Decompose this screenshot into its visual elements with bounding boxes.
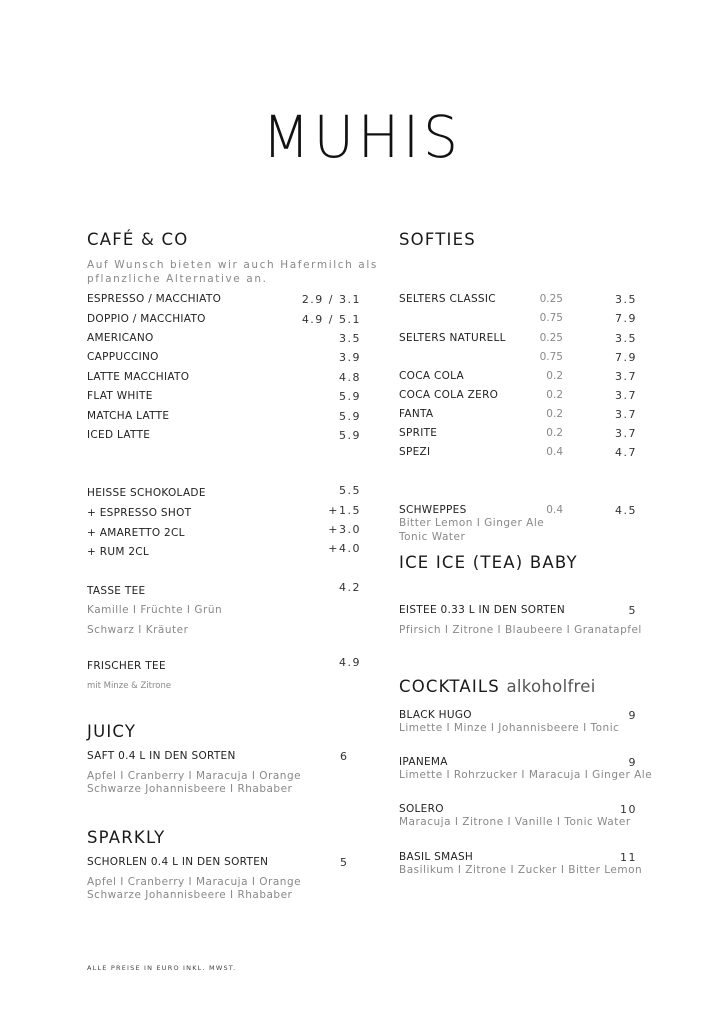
item-price: 3.7 [615, 427, 637, 440]
item-desc: Kamille I Früchte I Grün [87, 604, 223, 616]
item-price: 7.9 [615, 312, 637, 325]
item-desc: Schwarze Johannisbeere I Rhababer [87, 783, 293, 795]
item-size: 0.2 [546, 408, 563, 420]
item-size: 0.2 [546, 427, 563, 439]
item-size: 0.2 [546, 389, 563, 401]
item-name: SCHORLEN 0.4 L IN DEN SORTEN [87, 856, 269, 868]
item-name: SAFT 0.4 L IN DEN SORTEN [87, 750, 236, 762]
item-name: COCA COLA [399, 370, 465, 382]
item-name: MATCHA LATTE [87, 410, 170, 422]
item-name: TASSE TEE [87, 585, 146, 597]
cocktails-title: COCKTAILS [399, 677, 500, 696]
item-desc: Basilikum I Zitrone I Zucker I Bitter Lemon [399, 864, 643, 876]
item-price: 4.7 [615, 446, 637, 459]
item-desc: Apfel I Cranberry I Maracuja I Orange [87, 770, 302, 782]
item-desc: Schwarze Johannisbeere I Rhababer [87, 889, 293, 901]
item-price: 5.9 [339, 429, 361, 442]
section-title-juicy: JUICY [87, 722, 137, 741]
item-size: 0.2 [546, 370, 563, 382]
item-name: SELTERS CLASSIC [399, 293, 496, 305]
item-name: ICED LATTE [87, 429, 151, 441]
item-price: 4.9 [339, 656, 361, 669]
item-name: COCA COLA ZERO [399, 389, 499, 401]
item-name: SELTERS NATURELL [399, 332, 506, 344]
item-desc: Schwarz I Kräuter [87, 624, 189, 636]
item-name: + AMARETTO 2CL [87, 527, 185, 539]
cafe-note: Auf Wunsch bieten wir auch Hafermilch als [87, 259, 378, 271]
logo: MUHIS [262, 103, 462, 171]
item-name: + ESPRESSO SHOT [87, 507, 192, 519]
item-price: 10 [620, 803, 637, 816]
item-name: FRISCHER TEE [87, 660, 166, 672]
item-price: 5.9 [339, 410, 361, 423]
section-title-softies: SOFTIES [399, 230, 476, 249]
section-title-cocktails [399, 679, 596, 696]
item-price: 5.9 [339, 390, 361, 403]
item-price: 7.9 [615, 351, 637, 364]
item-size: 0.4 [546, 504, 563, 516]
item-desc: Limette I Rohrzucker I Maracuja I Ginger Ale [399, 769, 653, 781]
section-title-icetea: ICE ICE (TEA) BABY [399, 553, 578, 572]
footer-note: ALLE PREISE IN EURO INKL. MWST. [87, 964, 237, 972]
section-title-sparkly: SPARKLY [87, 828, 166, 847]
item-price: 5.5 [339, 484, 361, 497]
item-size: 0.25 [539, 293, 563, 305]
item-price: 3.5 [339, 332, 361, 345]
item-size: 0.75 [539, 312, 563, 324]
item-size: 0.75 [539, 351, 563, 363]
item-price: +3.0 [328, 523, 361, 536]
item-name: FANTA [399, 408, 434, 420]
item-name: FLAT WHITE [87, 390, 153, 402]
item-name: EISTEE 0.33 L IN DEN SORTEN [399, 604, 565, 616]
cafe-note: pflanzliche Alternative an. [87, 273, 268, 285]
item-desc: Pfirsich I Zitrone I Blaubeere I Granatapfel [399, 624, 642, 636]
item-price: 9 [628, 756, 637, 769]
item-name: SPRITE [399, 427, 438, 439]
item-name: SCHWEPPES [399, 504, 467, 516]
item-size: 0.4 [546, 446, 563, 458]
item-desc: Limette I Minze I Johannisbeere I Tonic [399, 722, 620, 734]
item-price: 4.2 [339, 581, 361, 594]
item-name: AMERICANO [87, 332, 154, 344]
section-title-cafe: CAFÉ & CO [87, 230, 189, 249]
item-price: 3.9 [339, 351, 361, 364]
item-name: LATTE MACCHIATO [87, 371, 190, 383]
item-size: 0.25 [539, 332, 563, 344]
item-price: 6 [340, 750, 349, 763]
item-price: 3.7 [615, 408, 637, 421]
item-price: 3.7 [615, 370, 637, 383]
item-price: 11 [620, 851, 637, 864]
item-desc: mit Minze & Zitrone [87, 681, 172, 691]
item-name: BLACK HUGO [399, 709, 472, 721]
item-name: BASIL SMASH [399, 851, 474, 863]
item-name: DOPPIO / MACCHIATO [87, 313, 206, 325]
item-name: CAPPUCCINO [87, 351, 159, 363]
item-name: SPEZI [399, 446, 431, 458]
item-price: 5 [340, 856, 349, 869]
item-price: +4.0 [328, 542, 361, 555]
item-price: 5 [628, 604, 637, 617]
item-desc: Tonic Water [399, 531, 466, 543]
item-price: 9 [628, 709, 637, 722]
item-price: 4.9 / 5.1 [301, 313, 361, 326]
cocktails-subtitle: alkoholfrei [506, 677, 596, 696]
item-desc: Bitter Lemon I Ginger Ale [399, 517, 545, 529]
item-price: 4.5 [615, 504, 637, 517]
item-desc: Maracuja I Zitrone I Vanille I Tonic Water [399, 816, 631, 828]
item-name: HEISSE SCHOKOLADE [87, 487, 206, 499]
item-price: 4.8 [339, 371, 361, 384]
item-price: 3.7 [615, 389, 637, 402]
item-name: + RUM 2CL [87, 546, 150, 558]
item-price: 2.9 / 3.1 [301, 293, 361, 306]
item-desc: Apfel I Cranberry I Maracuja I Orange [87, 876, 302, 888]
item-name: IPANEMA [399, 756, 448, 768]
item-name: ESPRESSO / MACCHIATO [87, 293, 222, 305]
item-name: SOLERO [399, 803, 444, 815]
item-price: 3.5 [615, 293, 637, 306]
item-price: 3.5 [615, 332, 637, 345]
item-price: +1.5 [328, 504, 361, 517]
